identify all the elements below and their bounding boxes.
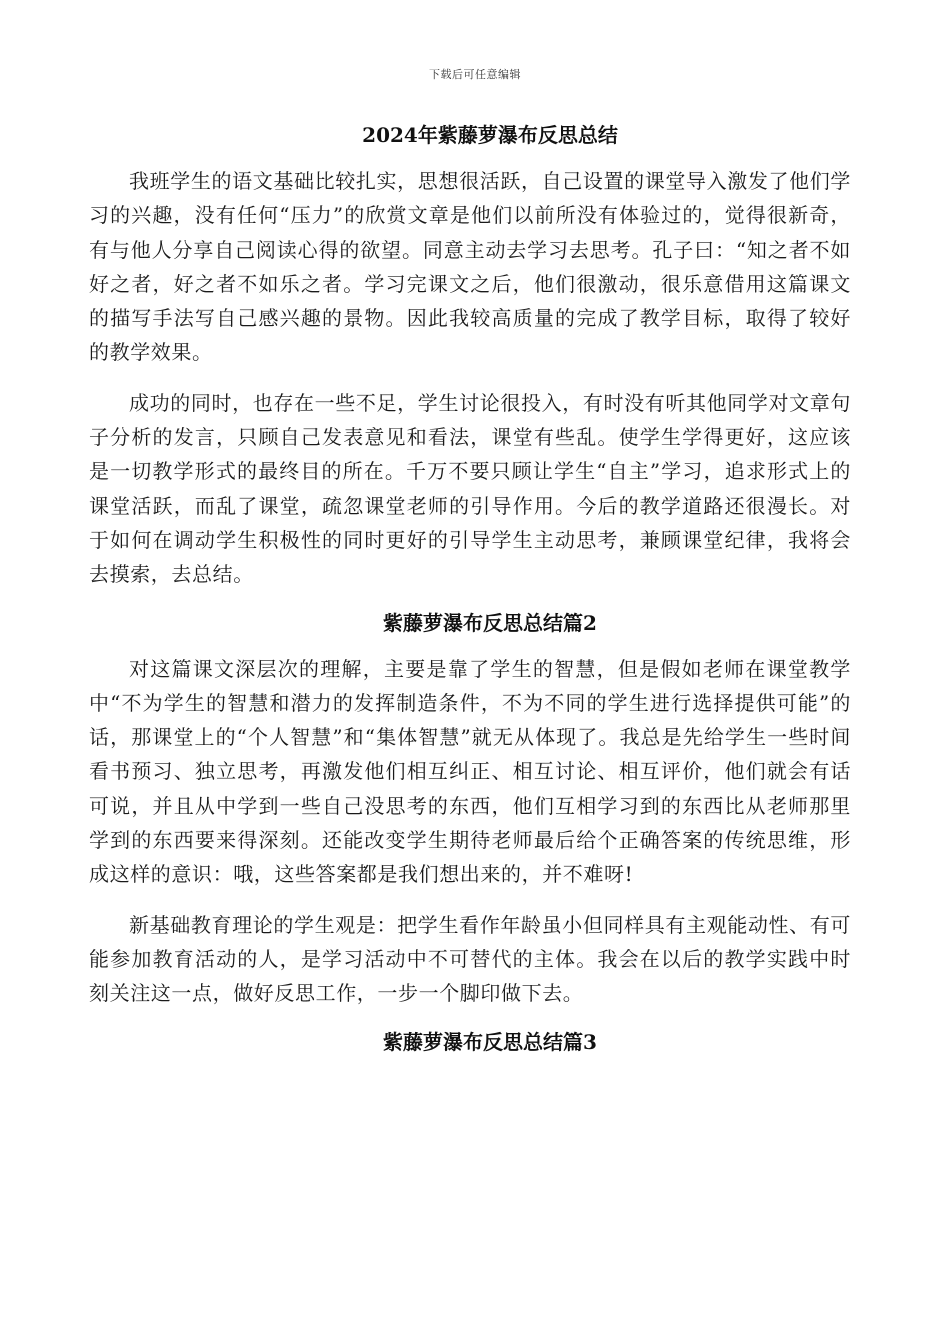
document-title: 2024年紫藤萝瀑布反思总结 — [362, 123, 618, 147]
paragraph: 新基础教育理论的学生观是：把学生看作年龄虽小但同样具有主观能动性、有可能参加教育活动的人，是学习活动中不可替代的主体。我会在以后的教学实践中时刻关注这一点，做好反思工作，一步一个脚印做下去。 — [89, 912, 851, 1006]
section-heading-3: 紫藤萝瀑布反思总结篇3 — [383, 1029, 597, 1054]
paragraph: 对这篇课文深层次的理解，主要是靠了学生的智慧，但是假如老师在课堂教学中“不为学生的智慧和潜力的发挥制造条件，不为不同的学生进行选择提供可能”的话，那课堂上的“个人智慧”和“集体智慧”就无从体现了。我总是先给学生一些时间看书预习、独立思考，再激发他们相互纠正、相互讨论、相互评价，他们就会有话可说，并且从中学到一些自己没思考的东西，他们互相学习到的东西比从老师那里学到的东西要来得深刻。还能改变学生期待老师最后给个正确答案的传统思维，形成这样的意识：哦，这些答案都是我们想出来的，并不难呀! — [89, 656, 851, 887]
document-body — [89, 120, 851, 1071]
paragraph: 我班学生的语文基础比较扎实，思想很活跃，自己设置的课堂导入激发了他们学习的兴趣，没有任何“压力”的欣赏文章是他们以前所没有体验过的，觉得很新奇，有与他人分享自己阅读心得的欲望。同意主动去学习去思考。孔子曰：“知之者不如好之者，好之者不如乐之者。学习完课文之后，他们很激动，很乐意借用这篇课文的描写手法写自己感兴趣的景物。因此我较高质量的完成了教学目标，取得了较好的教学效果。 — [89, 169, 851, 365]
section-heading-2: 紫藤萝瀑布反思总结篇2 — [383, 610, 597, 635]
paragraph: 成功的同时，也存在一些不足，学生讨论很投入，有时没有听其他同学对文章句子分析的发言，只顾自己发表意见和看法，课堂有些乱。使学生学得更好，这应该是一切教学形式的最终目的所在。千万不要只顾让学生“自主”学习，追求形式上的课堂活跃，而乱了课堂，疏忽课堂老师的引导作用。今后的教学道路还很漫长。对于如何在调动学生积极性的同时更好的引导学生主动思考，兼顾课堂纪律，我将会去摸索，去总结。 — [89, 390, 851, 587]
header-note: 下载后可任意编辑 — [429, 68, 521, 81]
